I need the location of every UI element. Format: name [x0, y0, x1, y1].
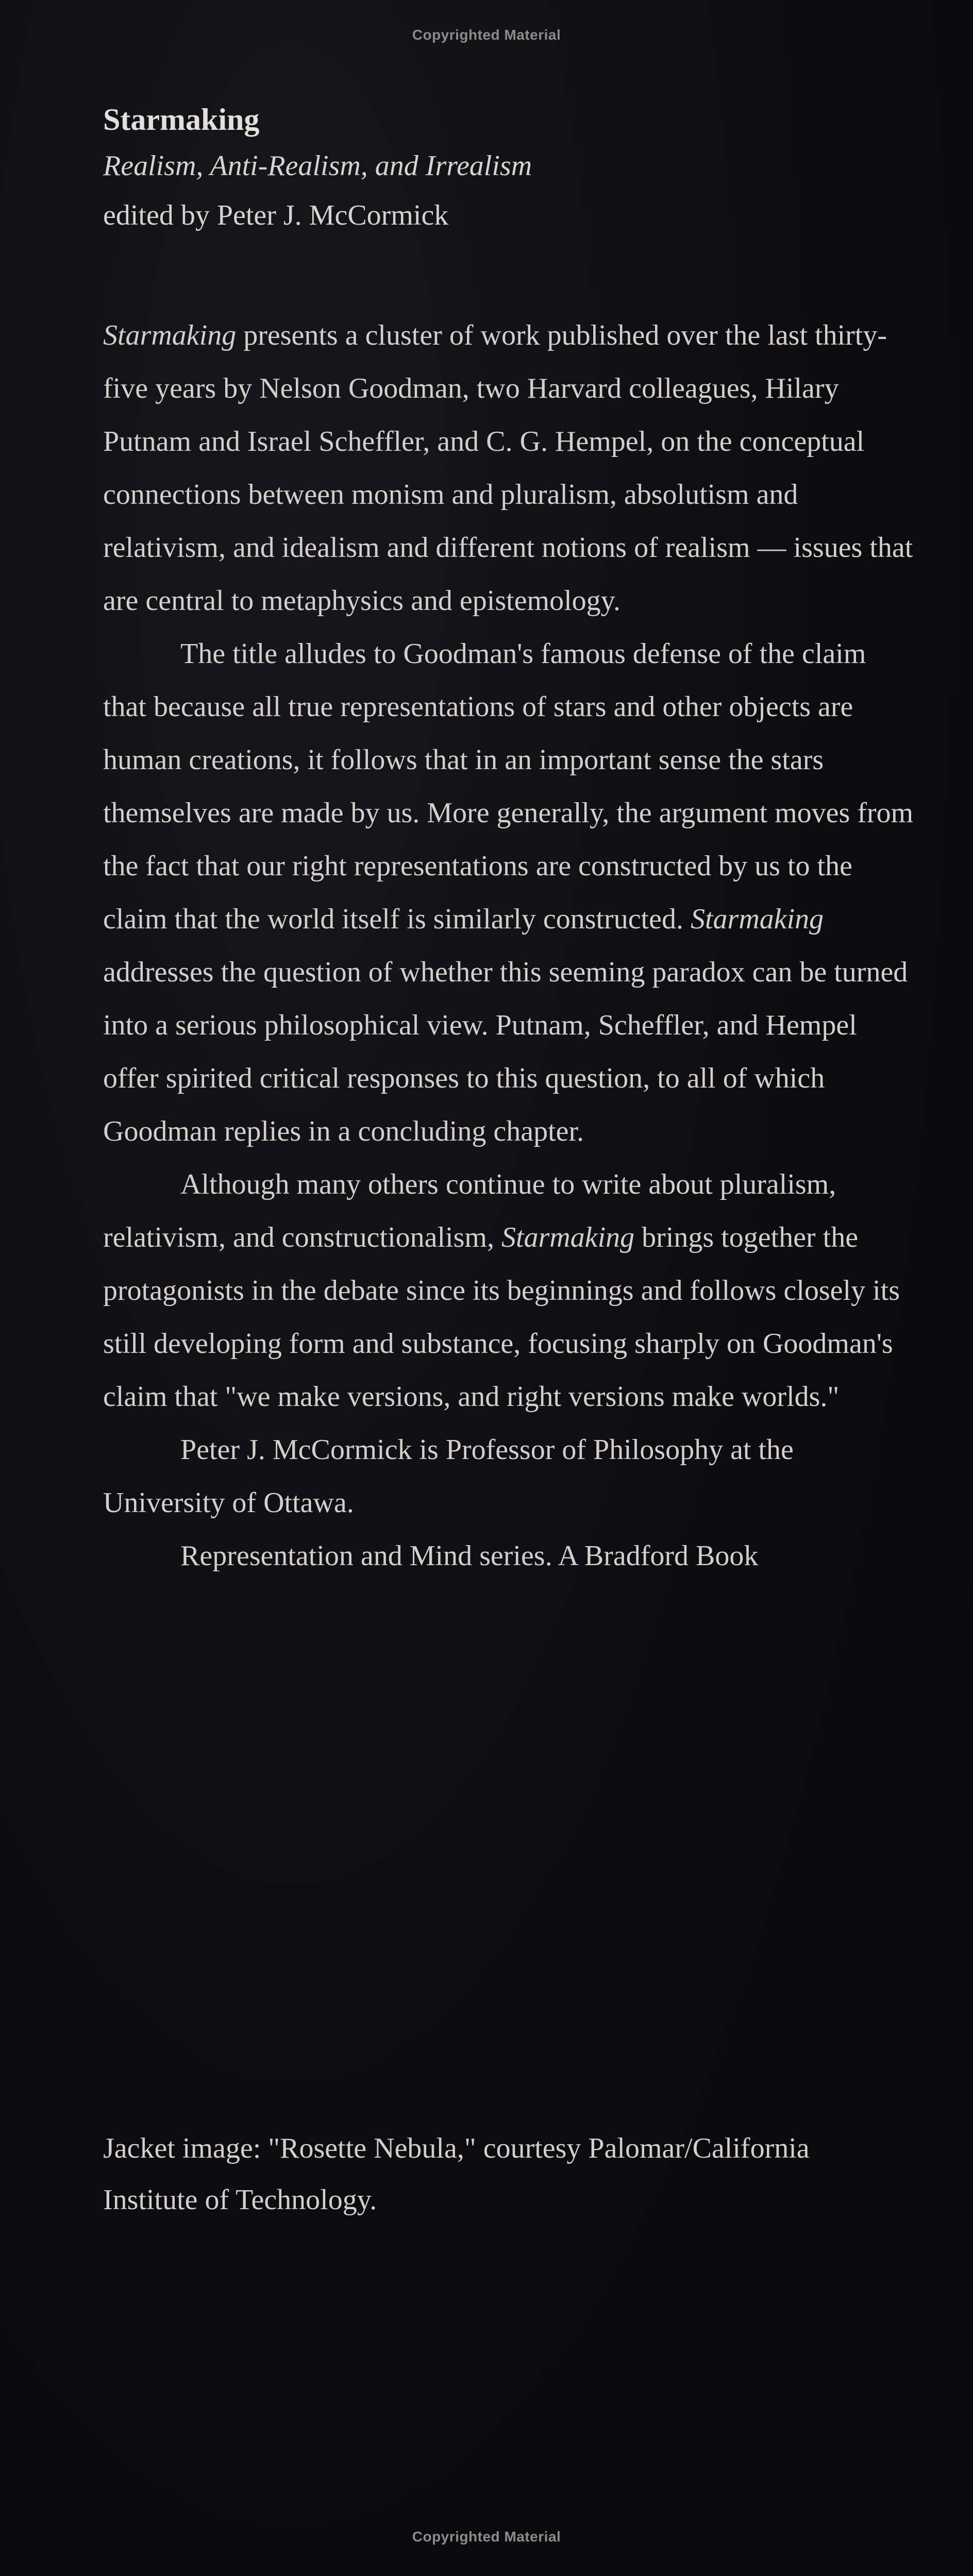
copyright-watermark-bottom: Copyrighted Material	[412, 2529, 561, 2545]
paragraph-editor-bio: Peter J. McCormick is Professor of Philosophy at the University of Ottawa.	[103, 1434, 794, 1519]
jacket-image-credit: Jacket image: "Rosette Nebula," courtesy Palomar/California Institute of Technology.	[103, 2132, 810, 2216]
paragraph-text: addresses the question of whether this seeming paradox can be turned into a serious philosophical view. Putnam, Scheffler, and Hempel offer spirited critical responses to this question, to all of which Goodman replies in a concluding chapter.	[103, 956, 908, 1147]
book-title-italic: Starmaking	[103, 319, 237, 351]
paragraph-title-allusion	[103, 628, 915, 1158]
paragraph-text: presents a cluster of work published over the last thirty-five years by Nelson Goodman, two Harvard colleagues, Hilary Putnam and Israel Scheffler, and C. G. Hempel, on the conceptual connections between monism and pluralism, absolutism and relativism, and idealism and different notions of realism — issues that are central to metaphysics and epistemology.	[103, 319, 913, 617]
paragraph-text: Although many others continue to write about pluralism, relativism, and constructionalism,	[103, 1168, 836, 1253]
book-editor: edited by Peter J. McCormick	[103, 199, 449, 231]
paragraph-debate	[103, 1158, 915, 1423]
book-title-italic: Starmaking	[690, 903, 824, 935]
description-body	[103, 309, 915, 1583]
book-subtitle: Realism, Anti-Realism, and Irrealism	[103, 150, 532, 182]
copyright-watermark-top: Copyrighted Material	[412, 27, 561, 43]
paragraph-intro	[103, 309, 915, 628]
paragraph-text: The title alludes to Goodman's famous defense of the claim that because all true representations of stars and other objects are human creations, it follows that in an important sense the stars themselves are made by us. More generally, the argument moves from the fact that our right representations are constructed by us to the claim that the world itself is similarly constructed.	[103, 638, 914, 935]
book-title-italic: Starmaking	[501, 1222, 635, 1253]
book-title: Starmaking	[103, 103, 260, 137]
paragraph-series: Representation and Mind series. A Bradford Book	[180, 1540, 759, 1572]
book-heading	[103, 98, 907, 240]
paragraph-text: brings together the protagonists in the debate since its beginnings and follows closely its still developing form and substance, focusing sharply on Goodman's claim that "we make versions, and right versions make worlds."	[103, 1222, 900, 1413]
